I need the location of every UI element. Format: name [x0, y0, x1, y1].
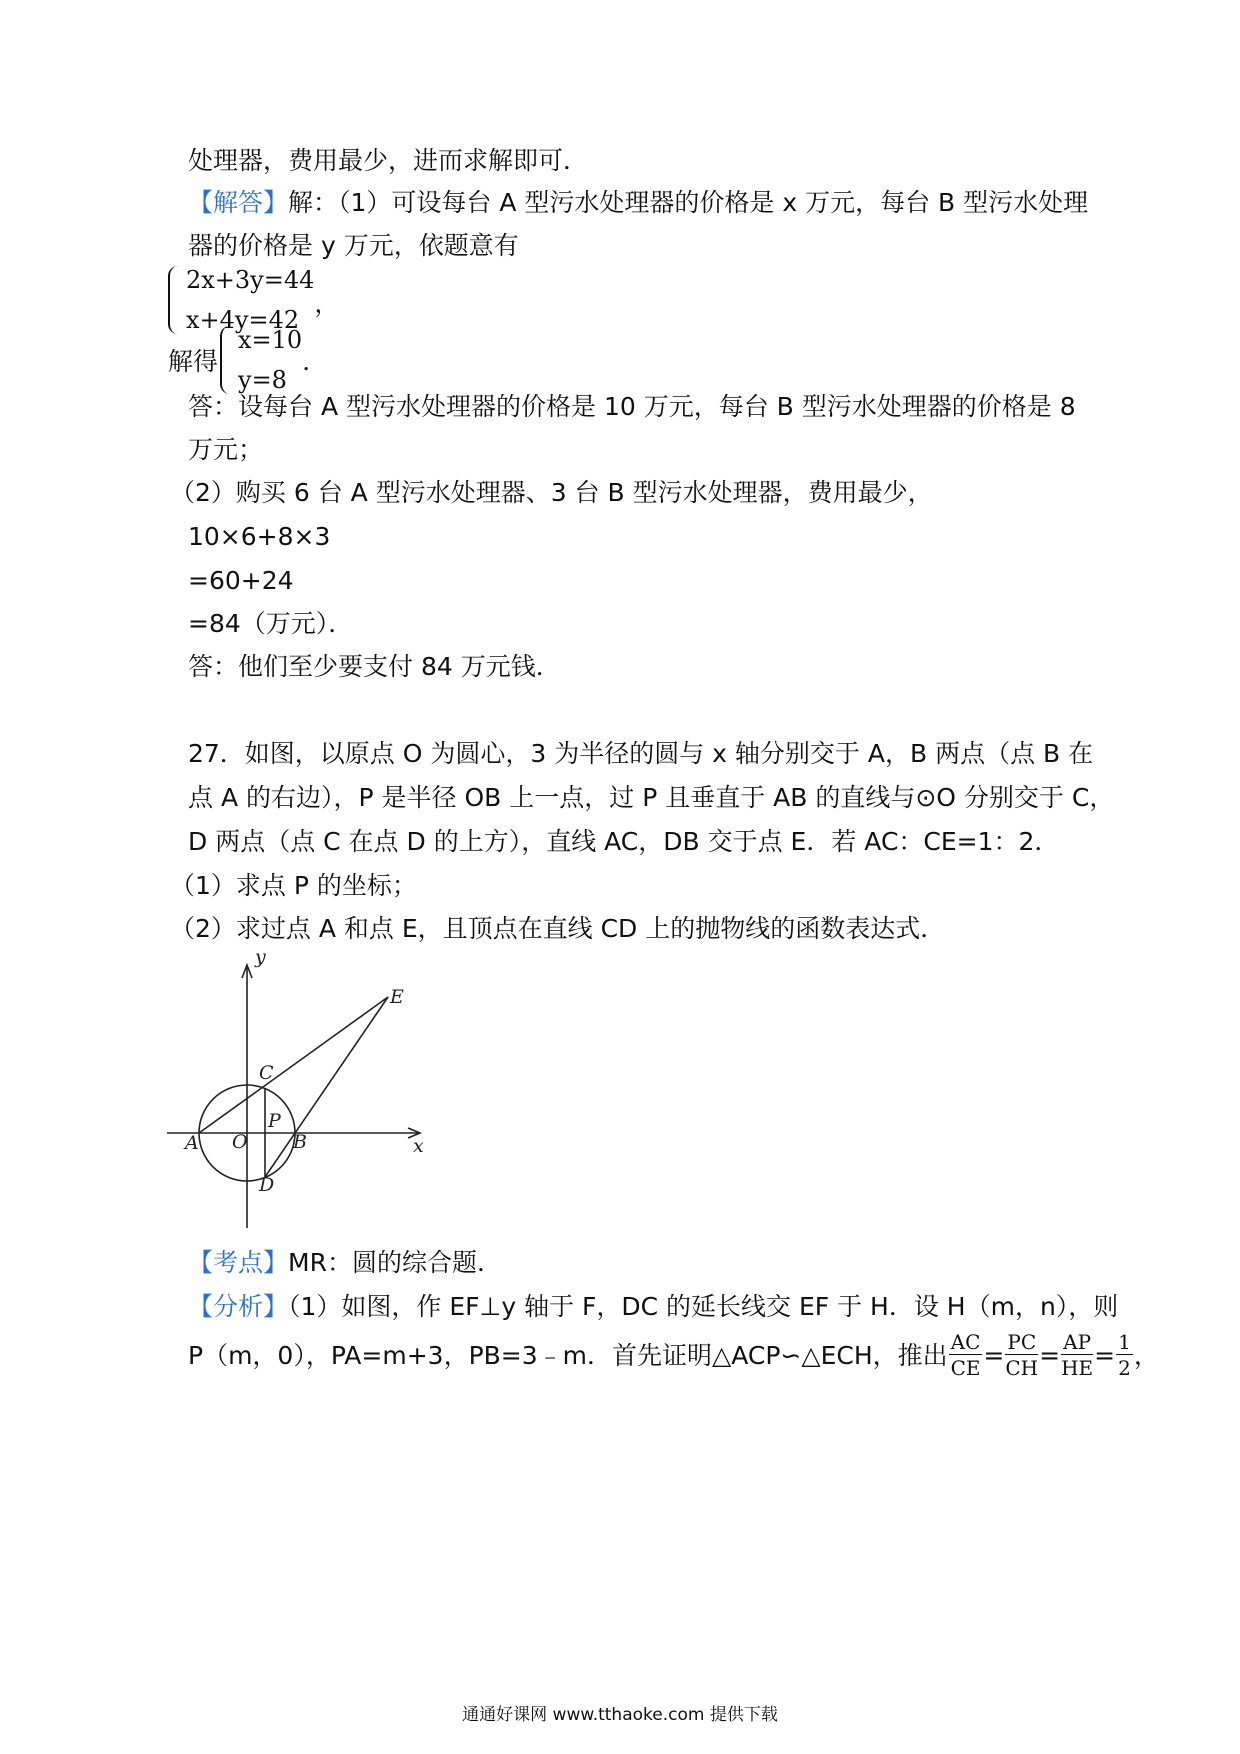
analysis-text: P（m，0），PA=m+3，PB=3﹣m．首先证明△ACP∽△ECH，推出 [188, 1340, 948, 1370]
question-line: （1）求点 P 的坐标； [170, 871, 417, 900]
question-line: 27．如图，以原点 O 为圆心，3 为半径的圆与 x 轴分别交于 A，B 两点（点 B 在 [188, 739, 1094, 768]
text-line: 器的价格是 y 万元，依题意有 [188, 231, 519, 260]
punctuation: ， [314, 289, 340, 318]
label-x: x [413, 1135, 424, 1157]
line-ae [199, 997, 388, 1133]
fraction [1005, 1332, 1038, 1378]
equation-row: x=10 [238, 326, 303, 354]
line-de [265, 997, 388, 1177]
punctuation: ， [1133, 1340, 1159, 1370]
fraction [949, 1332, 983, 1378]
question-line: （2）求过点 A 和点 E，且顶点在直线 CD 上的抛物线的函数表达式． [170, 914, 946, 943]
text-line: =84（万元）． [188, 609, 354, 638]
label-p: P [268, 1110, 281, 1132]
equation-row: x+4y=42 [186, 306, 300, 334]
analysis-tag: 【分析】 [188, 1292, 289, 1321]
analysis-line-2 [188, 1332, 1159, 1378]
answer-tag: 【解答】 [188, 188, 289, 217]
denominator: HE [1061, 1356, 1094, 1380]
label-e: E [390, 986, 404, 1008]
numerator: PC [1007, 1330, 1037, 1354]
numerator: 1 [1118, 1330, 1131, 1354]
denominator: CH [1005, 1356, 1039, 1380]
label-b: B [293, 1131, 307, 1153]
analysis-line [188, 1294, 1118, 1319]
page-footer: 通通好课网 www.tthaoke.com 提供下载 [462, 1705, 778, 1725]
label-a: A [185, 1132, 199, 1154]
fraction [1116, 1332, 1133, 1378]
answer-text: 解：（1）可设每台 A 型污水处理器的价格是 x 万元，每台 B 型污水处理 [288, 188, 1089, 217]
label-y: y [255, 946, 266, 968]
label-o: O [232, 1131, 248, 1153]
denominator: 2 [1118, 1356, 1131, 1380]
equation-row: y=8 [238, 366, 287, 394]
text-line: 10×6+8×3 [188, 522, 331, 551]
equation-row: 2x+3y=44 [186, 266, 315, 294]
question-line: 点 A 的右边），P 是半径 OB 上一点，过 P 且垂直于 AB 的直线与⊙O 分别交于 C， [188, 783, 1115, 812]
kaodian-tag: 【考点】 [188, 1248, 289, 1277]
question-line: D 两点（点 C 在点 D 的上方），直线 AC，DB 交于点 E．若 AC：CE=1：2． [188, 827, 1060, 856]
punctuation: ． [302, 347, 328, 376]
text-line: =60+24 [188, 566, 294, 595]
text-line: 答：他们至少要支付 84 万元钱． [188, 652, 561, 681]
numerator: AP [1063, 1330, 1092, 1354]
label-d: D [259, 1174, 275, 1196]
fraction [1061, 1332, 1093, 1378]
label-c: C [259, 1062, 274, 1084]
numerator: AC [950, 1330, 981, 1354]
denominator: CE [950, 1356, 981, 1380]
kaodian-line [188, 1250, 502, 1275]
text-line: （2）购买 6 台 A 型污水处理器、3 台 B 型污水处理器，费用最少， [170, 478, 933, 507]
text-line: 处理器，费用最少，进而求解即可． [188, 146, 589, 175]
analysis-text: （1）如图，作 EF⊥y 轴于 F，DC 的延长线交 EF 于 H．设 H（m，n），则 [288, 1292, 1119, 1321]
text-line: 万元； [188, 435, 264, 464]
kaodian-text: MR：圆的综合题． [288, 1248, 502, 1277]
solve-prefix: 解得 [168, 347, 219, 376]
equals: = [983, 1340, 1005, 1370]
text-line: 答：设每台 A 型污水处理器的价格是 10 万元，每台 B 型污水处理器的价格是 8 [188, 392, 1076, 421]
equals: = [1094, 1340, 1116, 1370]
equals: = [1039, 1340, 1061, 1370]
